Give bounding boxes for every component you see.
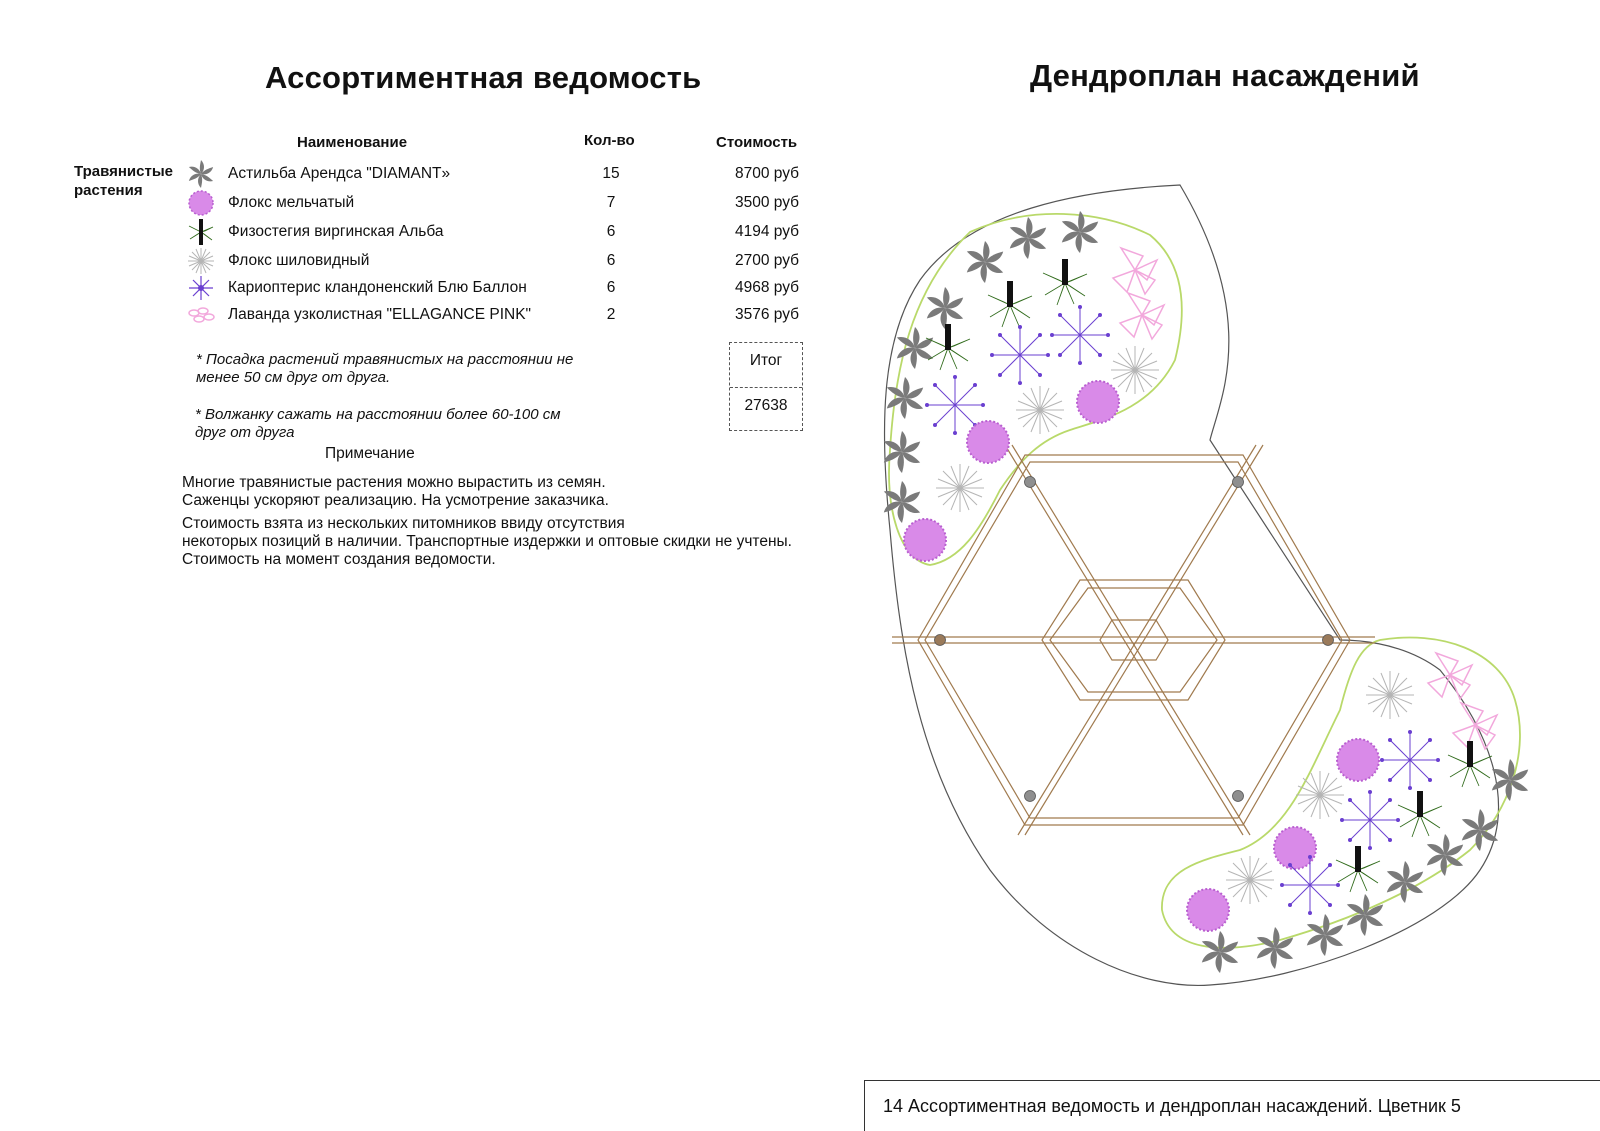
phlox-subulata-plant [1016, 386, 1064, 434]
caryopteris-plant [1050, 305, 1110, 365]
pergola-posts [935, 477, 1334, 802]
seeds-paragraph [182, 474, 609, 510]
column-header-name: Наименование [297, 134, 408, 151]
astilbe-plant [1385, 861, 1426, 903]
paragraph-line: Стоимость на момент создания ведомости. [182, 551, 496, 568]
astilbe-plant [1345, 894, 1386, 936]
cost-paragraph [182, 515, 792, 569]
caryopteris-plant [1380, 730, 1440, 790]
plant-qty: 6 [606, 223, 616, 240]
phlox-subulata-plant [1296, 771, 1344, 819]
astilbe-plant [925, 287, 966, 329]
astilbe-plant [885, 377, 926, 419]
plant-cost: 8700 руб [734, 165, 800, 182]
lavender-plant [1113, 248, 1157, 294]
plant-qty: 6 [606, 252, 616, 269]
physostegia-plant [988, 281, 1032, 327]
phlox-paniculata-plant [904, 519, 946, 561]
planting-plan [880, 170, 1600, 1030]
physostegia-plant [1336, 846, 1380, 892]
plant-qty: 2 [606, 306, 616, 323]
plant-cost: 3576 руб [734, 306, 800, 323]
plant-qty: 7 [606, 194, 616, 211]
plant-qty: 6 [606, 279, 616, 296]
upper-planting-area [889, 214, 1182, 565]
plant-name: Флокс шиловидный [228, 252, 370, 269]
total-box [729, 342, 803, 431]
plant-qty: 15 [602, 165, 620, 182]
table-row [0, 277, 820, 305]
lavender-icon [186, 300, 216, 330]
lower-bed-plants [1187, 653, 1530, 973]
plant-cost: 2700 руб [734, 252, 800, 269]
pergola [892, 445, 1375, 835]
physostegia-icon [186, 217, 216, 247]
column-header-qty: Кол-во [584, 132, 635, 149]
plant-cost: 4194 руб [734, 223, 800, 240]
table-row [0, 221, 820, 249]
astilbe-plant [1425, 834, 1466, 876]
phlox-paniculata-plant [1187, 889, 1229, 931]
phlox-subulata-icon [186, 246, 216, 276]
astilbe-icon [186, 159, 216, 189]
plant-name: Лаванда узколистная "ELLAGANCE PINK" [228, 306, 532, 323]
astilbe-plant [1460, 809, 1501, 851]
plant-name: Астильба Арендса "DIAMANT» [228, 165, 451, 182]
astilbe-plant [965, 241, 1006, 283]
table-row [0, 163, 820, 191]
total-label: Итог [749, 352, 783, 369]
statement-title: Ассортиментная ведомость [265, 60, 702, 95]
phlox-paniculata-plant [967, 421, 1009, 463]
remark-label: Примечание [325, 445, 415, 462]
plan-title: Дендроплан насаждений [1030, 58, 1420, 93]
astilbe-plant [882, 431, 923, 473]
lavender-plant [1428, 653, 1472, 699]
caryopteris-plant [1280, 855, 1340, 915]
paragraph-line: Многие травянистые растения можно вырастить из семян. [182, 474, 606, 491]
paragraph-line: некоторых позиций в наличии. Транспортные издержки и оптовые скидки не учтены. [182, 533, 792, 550]
phlox-subulata-plant [1111, 346, 1159, 394]
table-row [0, 192, 820, 220]
astilbe-plant [1255, 927, 1296, 969]
paragraph-line: Стоимость взята из нескольких питомников ввиду отсутствия [182, 515, 625, 532]
caryopteris-icon [186, 273, 216, 303]
total-value: 27638 [744, 397, 788, 414]
total-divider [730, 387, 802, 388]
plant-cost: 3500 руб [734, 194, 800, 211]
table-row [0, 250, 820, 278]
astilbe-plant [1200, 931, 1241, 973]
paragraph-line: Саженцы ускоряют реализацию. На усмотрение заказчика. [182, 492, 609, 509]
lavender-plant [1453, 703, 1497, 749]
caryopteris-plant [990, 325, 1050, 385]
phlox-paniculata-icon [186, 188, 216, 218]
phlox-subulata-plant [936, 464, 984, 512]
phlox-paniculata-plant [1077, 381, 1119, 423]
plant-name: Кариоптерис кландоненский Блю Баллон [228, 279, 527, 296]
caption-text: 14 Ассортиментная ведомость и дендроплан насаждений. Цветник 5 [883, 1096, 1461, 1116]
planting-note: * Посадка растений травянистых на расстоянии не менее 50 см друг от друга. [196, 351, 574, 386]
column-header-cost: Стоимость [716, 134, 798, 151]
physostegia-plant [1043, 259, 1087, 305]
group-label: Травянистые растения [74, 163, 173, 199]
physostegia-plant [926, 324, 970, 370]
phlox-subulata-plant [1226, 856, 1274, 904]
plant-cost: 4968 руб [734, 279, 800, 296]
plant-name: Флокс мельчатый [228, 194, 355, 211]
upper-bed-plants [882, 211, 1164, 561]
astilbe-plant [1008, 217, 1049, 259]
spacing-note: * Волжанку сажать на расстоянии более 60-100 см друг от друга [195, 406, 561, 441]
phlox-subulata-plant [1366, 671, 1414, 719]
lavender-plant [1120, 293, 1164, 339]
plant-name: Физостегия виргинская Альба [228, 223, 444, 240]
physostegia-plant [1398, 791, 1442, 837]
table-row [0, 304, 820, 332]
phlox-paniculata-plant [1337, 739, 1379, 781]
caption-box [864, 1080, 1600, 1131]
caryopteris-plant [1340, 790, 1400, 850]
